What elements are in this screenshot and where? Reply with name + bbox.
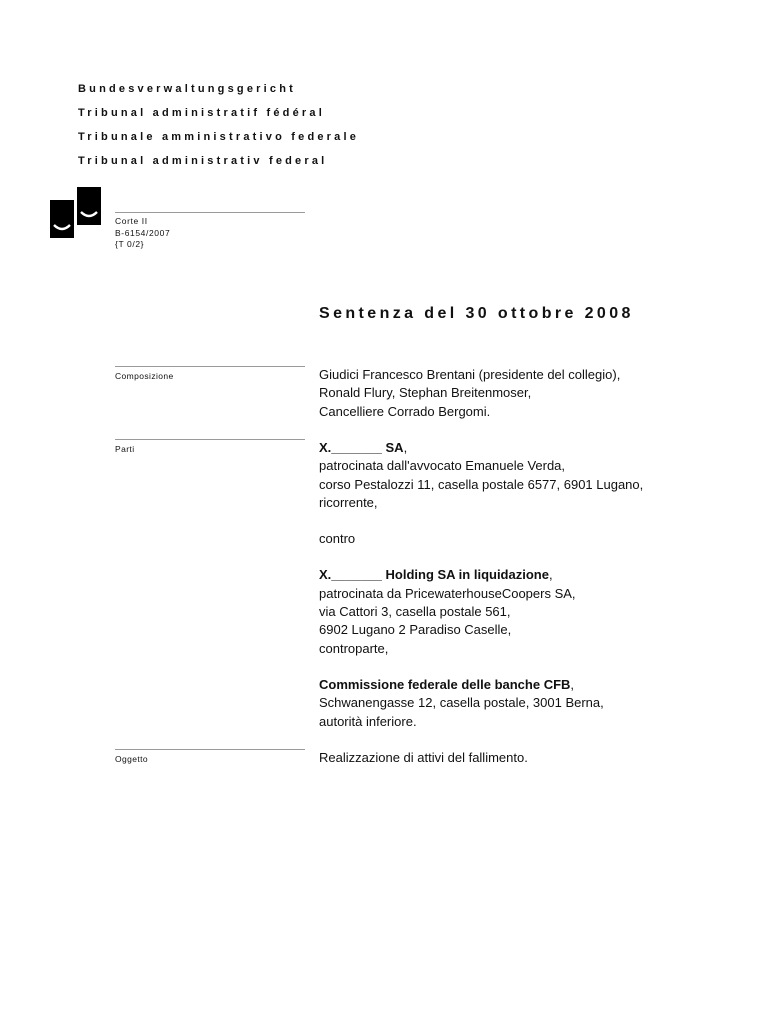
subject-label: Oggetto [115, 754, 149, 764]
appellant-line: patrocinata dall'avvocato Emanuele Verda, [319, 458, 566, 474]
section-rule [115, 749, 305, 750]
court-names [78, 81, 359, 177]
appellant-name-line: X._______ SA, [319, 440, 408, 455]
respondent-name: X._______ Holding SA in liquidazione [319, 567, 549, 583]
judgment-title: Sentenza del 30 ottobre 2008 [319, 305, 634, 322]
case-meta [115, 216, 170, 251]
appellant-line: ricorrente, [319, 494, 378, 510]
authority-line: autorità inferiore. [319, 713, 417, 729]
section-rule [115, 439, 305, 440]
parties-body [319, 439, 643, 731]
case-division: Corte II [115, 216, 148, 226]
composition-line: Giudici Francesco Brentani (presidente del collegio), [319, 367, 621, 382]
court-name-de: Bundesverwaltungsgericht [78, 83, 296, 95]
appellant-line: corso Pestalozzi 11, casella postale 6577, 6901 Lugano, [319, 476, 644, 492]
respondent-line: controparte, [319, 640, 389, 656]
respondent-name-line: X._______ Holding SA in liquidazione, [319, 567, 553, 583]
appellant-name: X._______ SA [319, 440, 404, 455]
case-number: B-6154/2007 [115, 227, 171, 238]
court-name-fr: Tribunal administratif fédéral [78, 107, 325, 119]
authority-name-line: Commissione federale delle banche CFB, [319, 676, 575, 692]
case-meta-rule [115, 212, 305, 213]
court-logo-icon [50, 187, 102, 239]
composition-label: Composizione [115, 371, 174, 381]
subject-text: Realizzazione di attivi del fallimento. [319, 750, 528, 765]
authority-name: Commissione federale delle banche CFB [319, 676, 571, 692]
section-rule [115, 366, 305, 367]
subject-body [319, 749, 528, 767]
court-name-rm: Tribunal administrativ federal [78, 155, 328, 167]
composition-line: Cancelliere Corrado Bergomi. [319, 403, 491, 419]
authority-line: Schwanengasse 12, casella postale, 3001 Berna, [319, 695, 604, 711]
composition-line: Ronald Flury, Stephan Breitenmoser, [319, 385, 532, 401]
case-reference: {T 0/2} [115, 239, 145, 249]
respondent-line: 6902 Lugano 2 Paradiso Caselle, [319, 622, 512, 638]
court-name-it: Tribunale amministrativo federale [78, 131, 360, 143]
composition-body [319, 366, 620, 421]
versus-text: contro [319, 531, 356, 547]
parties-label: Parti [115, 444, 135, 454]
respondent-line: via Cattori 3, casella postale 561, [319, 604, 511, 620]
respondent-line: patrocinata da PricewaterhouseCoopers SA, [319, 585, 576, 601]
